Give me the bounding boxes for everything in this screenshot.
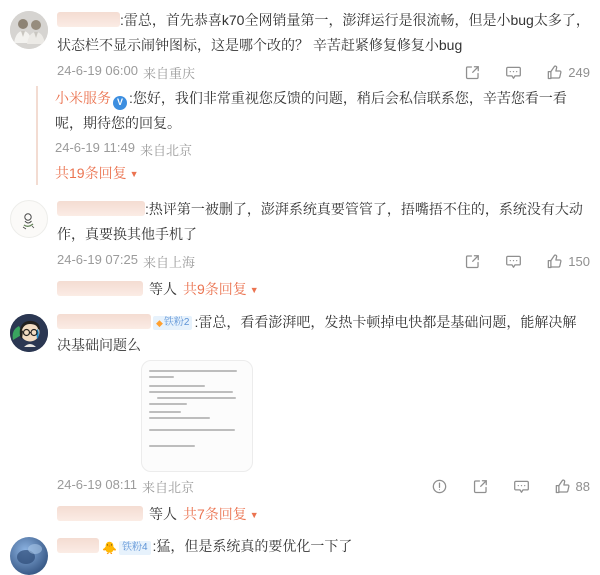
comment-text: :雷总，首先恭喜k70全网销量第一，澎湃运行是很流畅，但是小bug太多了，状态栏不显示闹钟图标，这是哪个改的？ 辛苦赶紧修复修复小bug <box>57 12 590 53</box>
comment-location: 来自上海 <box>142 254 195 270</box>
comment-icon[interactable] <box>505 64 522 81</box>
reply-author-link[interactable]: 小米服务 <box>55 90 111 106</box>
like-count: 150 <box>568 253 590 269</box>
comment-text: :热评第一被删了，澎湃系统真要管管了，捂嘴捂不住的，系统没有大动作，真要换其他手机了 <box>57 201 583 242</box>
like-icon[interactable] <box>554 478 590 495</box>
comment-date: 24-6-19 06:00 <box>57 62 138 78</box>
comment-location: 来自北京 <box>142 479 195 495</box>
diamond-icon: ◆ <box>156 318 163 328</box>
fan-badge: ◆ 铁粉2 <box>153 316 192 330</box>
blurred-username[interactable] <box>57 201 145 216</box>
blurred-usernames[interactable] <box>57 281 143 296</box>
blurred-username[interactable] <box>57 12 120 27</box>
comment-text: 🐥 铁粉4 :猛，但是系统真的要优化一下了 <box>57 534 590 561</box>
chevron-down-icon: ▼ <box>249 284 259 295</box>
blurred-usernames[interactable] <box>57 506 143 521</box>
comment-icon[interactable] <box>513 478 530 495</box>
share-icon[interactable] <box>464 253 481 270</box>
avatar[interactable] <box>10 537 48 575</box>
avatar[interactable] <box>10 200 48 238</box>
reply-text: 小米服务 V :您好，我们非常重视您反馈的问题，稍后会私信联系您，辛苦您看一看呢，期待您的回复。 <box>55 90 567 131</box>
expand-replies-link[interactable]: 共9条回复 ▼ <box>183 280 259 297</box>
comment-meta <box>57 252 195 271</box>
comment-icon[interactable] <box>505 253 522 270</box>
comment-text: ◆ 铁粉2 :雷总，看看澎湃吧，发热卡顿掉电快都是基础问题，能解决解决基础问题么 <box>57 314 577 353</box>
chick-emoji-icon: 🐥 <box>102 541 117 555</box>
expand-replies-link[interactable]: 共7条回复 ▼ <box>183 505 259 522</box>
expand-replies-link[interactable]: 共19条回复 ▼ <box>55 165 139 181</box>
blurred-username[interactable] <box>57 538 99 553</box>
doodle-avatar <box>11 201 47 237</box>
comment-meta <box>57 63 195 82</box>
two-people-photo-avatar <box>10 11 48 49</box>
anime-character-avatar <box>10 314 48 352</box>
like-icon[interactable] <box>546 64 590 81</box>
report-icon[interactable] <box>431 478 448 495</box>
avatar[interactable] <box>10 314 48 352</box>
share-icon[interactable] <box>472 478 489 495</box>
comment-meta <box>57 477 194 496</box>
comment-date: 24-6-19 08:11 <box>57 476 137 492</box>
verified-badge-icon: V <box>113 96 127 110</box>
chevron-down-icon: ▼ <box>129 169 139 179</box>
comment-item <box>10 311 590 524</box>
like-count: 249 <box>568 64 590 80</box>
comment-item <box>10 534 590 575</box>
reply-thread <box>36 86 590 185</box>
reply-location: 来自北京 <box>140 142 193 158</box>
fan-badge: 铁粉4 <box>119 541 151 555</box>
etal-label: 等人 <box>149 505 177 522</box>
reply-date: 24-6-19 11:49 <box>55 139 135 155</box>
chevron-down-icon: ▼ <box>249 509 259 520</box>
comment-item <box>10 197 590 299</box>
share-icon[interactable] <box>464 64 481 81</box>
avatar[interactable] <box>10 11 48 49</box>
comment-item <box>10 8 590 185</box>
blurry-photo-avatar <box>10 537 48 575</box>
comment-location: 来自重庆 <box>142 65 195 81</box>
comment-date: 24-6-19 07:25 <box>57 251 138 267</box>
like-count: 88 <box>575 478 590 494</box>
like-icon[interactable] <box>546 253 590 270</box>
blurred-username[interactable] <box>57 314 151 329</box>
attached-image-thumbnail[interactable] <box>141 360 253 472</box>
reply-meta <box>55 140 192 159</box>
etal-label: 等人 <box>149 280 177 297</box>
